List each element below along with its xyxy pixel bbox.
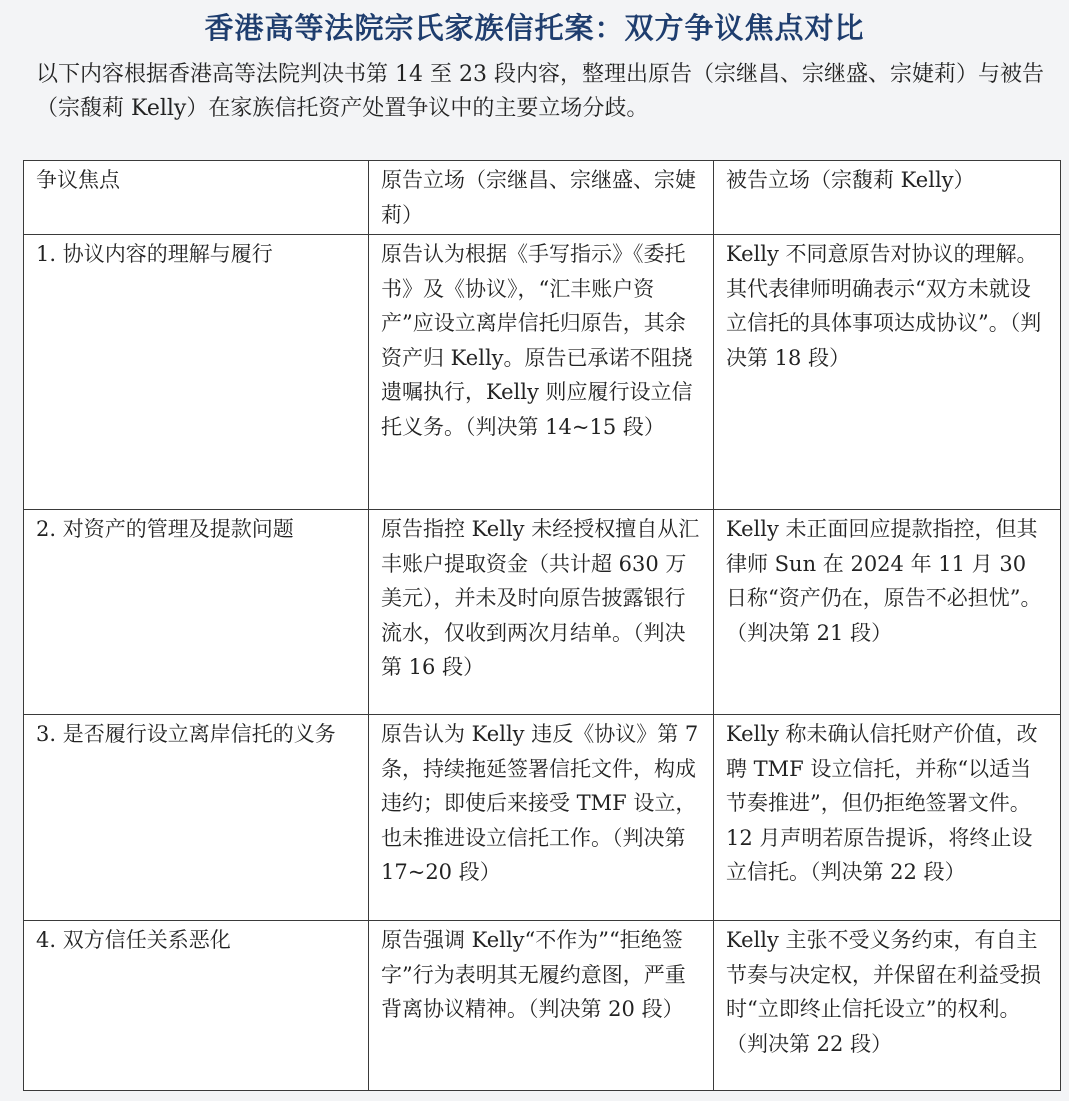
plaintiff-cell: 原告认为根据《手写指示》《委托书》及《协议》，“汇丰账户资产”应设立离岸信托归原告，其余资产归 Kelly。原告已承诺不阻挠遗嘱执行，Kelly 则应履行设立信托义务。（判决第 14~15 段） (369, 235, 714, 510)
plaintiff-cell: 原告指控 Kelly 未经授权擅自从汇丰账户提取资金（共计超 630 万美元），并未及时向原告披露银行流水，仅收到两次月结单。（判决第 16 段） (369, 510, 714, 715)
issue-cell: 2. 对资产的管理及提款问题 (24, 510, 369, 715)
issue-cell: 1. 协议内容的理解与履行 (24, 235, 369, 510)
table-header-row (24, 161, 1061, 235)
page-title: 香港高等法院宗氏家族信托案：双方争议焦点对比 (204, 11, 865, 45)
defendant-cell: Kelly 不同意原告对协议的理解。其代表律师明确表示“双方未就设立信托的具体事项达成协议”。（判决第 18 段） (714, 235, 1061, 510)
header-plaintiff: 原告立场（宗继昌、宗继盛、宗婕莉） (369, 161, 714, 235)
header-defendant: 被告立场（宗馥莉 Kelly） (714, 161, 1061, 235)
defendant-cell: Kelly 主张不受义务约束，有自主节奏与决定权，并保留在利益受损时“立即终止信托设立”的权利。（判决第 22 段） (714, 921, 1061, 1091)
defendant-cell: Kelly 未正面回应提款指控，但其律师 Sun 在 2024 年 11 月 30 日称“资产仍在，原告不必担忧”。（判决第 21 段） (714, 510, 1061, 715)
plaintiff-cell: 原告强调 Kelly“不作为”“拒绝签字”行为表明其无履约意图，严重背离协议精神。（判决第 20 段） (369, 921, 714, 1091)
issue-cell: 3. 是否履行设立离岸信托的义务 (24, 715, 369, 921)
table-row (24, 510, 1061, 715)
header-issue: 争议焦点 (24, 161, 369, 235)
intro-paragraph: 以下内容根据香港高等法院判决书第 14 至 23 段内容，整理出原告（宗继昌、宗继盛、宗婕莉）与被告（宗馥莉 Kelly）在家族信托资产处置争议中的主要立场分歧。 (36, 62, 1044, 121)
issue-cell: 4. 双方信任关系恶化 (24, 921, 369, 1091)
table-row (24, 921, 1061, 1091)
table-row (24, 715, 1061, 921)
comparison-table (23, 160, 1061, 1091)
plaintiff-cell: 原告认为 Kelly 违反《协议》第 7 条，持续拖延签署信托文件，构成违约；即使后来接受 TMF 设立，也未推进设立信托工作。（判决第 17~20 段） (369, 715, 714, 921)
defendant-cell: Kelly 称未确认信托财产价值，改聘 TMF 设立信托，并称“以适当节奏推进”，但仍拒绝签署文件。12 月声明若原告提诉，将终止设立信托。（判决第 22 段） (714, 715, 1061, 921)
table-row (24, 235, 1061, 510)
